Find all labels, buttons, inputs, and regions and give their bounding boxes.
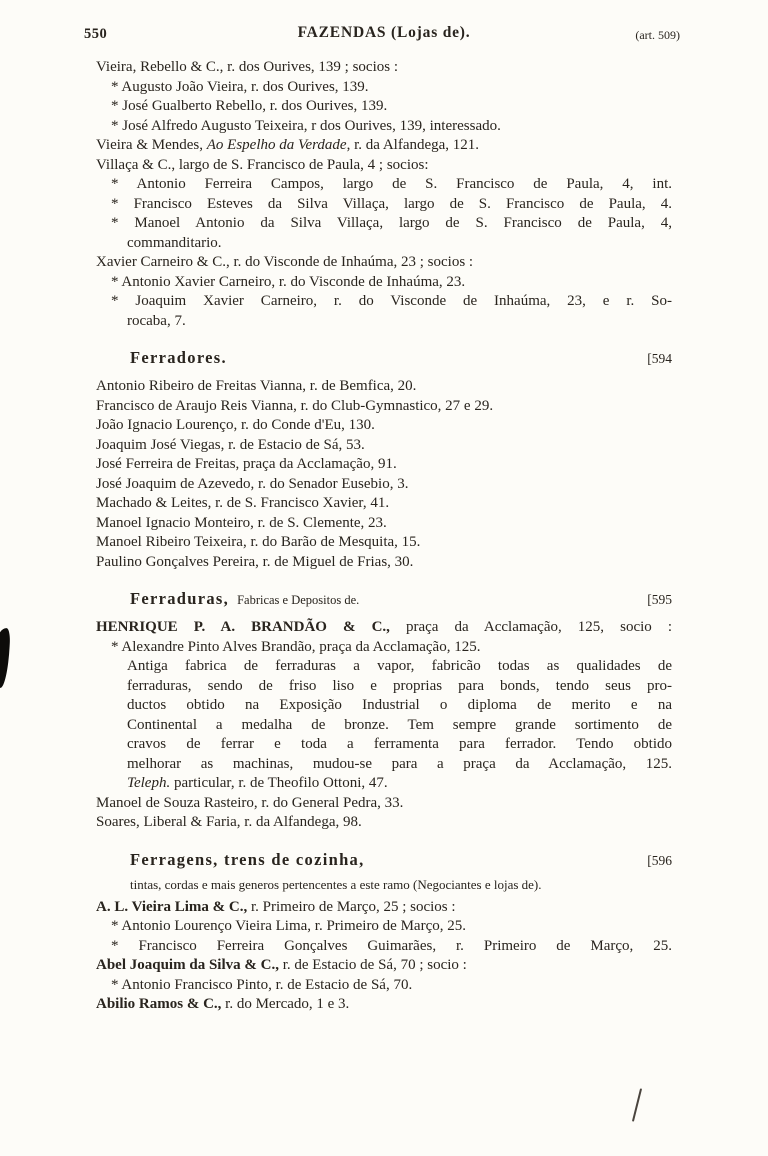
entry-line (96, 657, 672, 677)
text-segment: HENRIQUE P. A. BRANDÃO & C., (96, 619, 390, 635)
text-segment: Paulino Gonçalves Pereira, r. de Miguel de Frias, 30. (96, 553, 414, 570)
text-segment: particular, r. de Theofilo Ottoni, 47. (170, 775, 388, 791)
section-heading-row (96, 348, 672, 368)
text-segment: ferraduras, sendo de friso liso e proprias para bonds, tendo seus pro- (127, 677, 672, 694)
entry-line (96, 397, 672, 417)
entry-line (96, 755, 672, 775)
entry-line (96, 976, 672, 996)
entry-line (96, 455, 672, 475)
text-segment: José Ferreira de Freitas, praça da Acclamação, 91. (96, 456, 397, 472)
text-segment: * Francisco Esteves da Silva Villaça, largo de S. Francisco de Paula, 4. (111, 195, 672, 212)
entry-line (96, 553, 672, 573)
entry-line (96, 58, 672, 78)
text-segment: Manoel Ignacio Monteiro, r. de S. Clemente, 23. (96, 514, 387, 531)
entry-line (96, 956, 672, 976)
text-segment: João Ignacio Lourenço, r. do Conde d'Eu, 130. (96, 417, 375, 433)
entry-line (96, 677, 672, 697)
text-segment: ductos obtido na Exposição Industrial o diploma de merito e na (127, 697, 672, 713)
entry-line (96, 533, 672, 553)
entry-line (96, 416, 672, 436)
text-segment: Xavier Carneiro & C., r. do Visconde de Inhaúma, 23 ; socios : (96, 254, 474, 270)
entry-line (96, 813, 672, 833)
text-segment: Continental a medalha de bronze. Tem sempre grande sortimento de (127, 716, 672, 733)
text-segment: cravos de ferrar e toda a ferramenta para ferrador. Tendo obtido (127, 736, 672, 752)
text-segment: Villaça & C., largo de S. Francisco de Paula, 4 ; socios: (96, 156, 429, 173)
section-ref: [595 (647, 592, 672, 607)
page-title: FAZENDAS (Lojas de). (297, 24, 471, 41)
entry-line (96, 175, 672, 195)
entry-line (96, 618, 672, 638)
section-heading-row (96, 850, 672, 870)
section-heading: Ferraduras, (130, 589, 230, 608)
entry-line (96, 735, 672, 755)
entry-line (96, 377, 672, 397)
text-segment: Manoel de Souza Rasteiro, r. do General Pedra, 33. (96, 794, 404, 811)
text-segment: Joaquim José Viegas, r. de Estacio de Sá, 53. (96, 436, 365, 453)
text-segment: * Alexandre Pinto Alves Brandão, praça da Acclamação, 125. (111, 638, 481, 655)
text-segment: , r. da Alfandega, 121. (346, 137, 480, 153)
entry-line (96, 312, 672, 332)
entry-line (96, 195, 672, 215)
text-segment: Soares, Liberal & Faria, r. da Alfandega, 98. (96, 814, 362, 830)
entry-line (96, 117, 672, 137)
entry-line (96, 638, 672, 658)
text-segment: Abel Joaquim da Silva & C., (96, 957, 279, 973)
text-segment: Vieira & Mendes, (96, 137, 207, 153)
text-segment: Machado & Leites, r. de S. Francisco Xavier, 41. (96, 495, 390, 511)
text-segment: melhorar as machinas, mudou-se para a praça da Acclamação, 125. (127, 755, 672, 772)
entry-line (96, 214, 672, 234)
entry-line (96, 898, 672, 918)
text-segment: r. de Estacio de Sá, 70 ; socio : (278, 957, 467, 973)
article-ref: (art. 509) (635, 28, 680, 42)
text-segment: * Francisco Ferreira Gonçalves Guimarães, r. Primeiro de Março, 25. (111, 937, 672, 954)
entry-line (96, 475, 672, 495)
text-segment: praça da Acclamação, 125, socio : (389, 619, 672, 635)
entry-line (96, 995, 672, 1015)
page-body (96, 58, 672, 1015)
entry-line (96, 78, 672, 98)
text-segment: Francisco de Araujo Reis Vianna, r. do Club-Gymnastico, 27 e 29. (96, 397, 494, 414)
text-segment: José Joaquim de Azevedo, r. do Senador Eusebio, 3. (96, 475, 409, 492)
pen-stroke-mark (632, 1088, 642, 1121)
text-segment: Antiga fabrica de ferraduras a vapor, fabricão todas as qualidades de (127, 658, 672, 674)
entry-line (96, 794, 672, 814)
section-heading: Ferragens, trens de cozinha, (130, 849, 365, 869)
section-ref: [596 (647, 852, 672, 868)
entry-line (96, 273, 672, 293)
section-ref: [594 (647, 351, 672, 366)
page-header (84, 24, 680, 46)
entry-line (96, 234, 672, 254)
text-segment: * Antonio Ferreira Campos, largo de S. Francisco de Paula, 4, int. (111, 176, 672, 192)
text-segment: * José Gualberto Rebello, r. dos Ourives, 139. (111, 98, 388, 114)
text-segment: * Joaquim Xavier Carneiro, r. do Visconde de Inhaúma, 23, e r. So- (111, 293, 672, 309)
section-subtitle: Fabricas e Depositos de. (237, 593, 360, 607)
text-segment: * Antonio Lourenço Vieira Lima, r. Primeiro de Março, 25. (111, 918, 466, 934)
text-segment: * Antonio Francisco Pinto, r. de Estacio de Sá, 70. (111, 976, 413, 993)
text-segment: * Antonio Xavier Carneiro, r. do Visconde de Inhaúma, 23. (111, 273, 466, 290)
text-segment: Manoel Ribeiro Teixeira, r. do Barão de Mesquita, 15. (96, 534, 421, 550)
ink-blot-mark (0, 628, 11, 689)
text-segment: A. L. Vieira Lima & C., (96, 898, 248, 915)
text-segment: Abilio Ramos & C., (96, 996, 222, 1012)
text-segment: Vieira, Rebello & C., r. dos Ourives, 139 ; socios : (96, 59, 398, 75)
entry-line (96, 436, 672, 456)
page-content (84, 24, 680, 1015)
entry-line (96, 292, 672, 312)
text-segment: Teleph. (127, 775, 171, 791)
text-segment: * José Alfredo Augusto Teixeira, r dos Ourives, 139, interessado. (111, 117, 501, 134)
section-subline: tintas, cordas e mais generos pertencentes a este ramo (Negociantes e lojas de). (130, 876, 542, 892)
entry-line (96, 917, 672, 937)
text-segment: r. do Mercado, 1 e 3. (221, 996, 350, 1012)
entry-line (96, 696, 672, 716)
entry-line (96, 97, 672, 117)
entry-line (96, 156, 672, 176)
entry-line (96, 716, 672, 736)
text-segment: r. Primeiro de Março, 25 ; socios : (247, 898, 456, 915)
text-segment: commanditario. (127, 234, 222, 251)
entry-line (96, 774, 672, 794)
text-segment: * Augusto João Vieira, r. dos Ourives, 139. (111, 78, 369, 95)
entry-line (96, 937, 672, 957)
entry-line (96, 514, 672, 534)
entry-line (96, 253, 672, 273)
entry-line (96, 136, 672, 156)
text-segment: rocaba, 7. (127, 312, 186, 329)
section-heading-row (96, 589, 672, 609)
page-number: 550 (84, 26, 108, 42)
text-segment: * Manoel Antonio da Silva Villaça, largo de S. Francisco de Paula, 4, (111, 215, 672, 231)
section-heading: Ferradores. (130, 348, 227, 367)
text-segment: Antonio Ribeiro de Freitas Vianna, r. de Bemfica, 20. (96, 378, 417, 394)
entry-line (96, 494, 672, 514)
text-segment: Ao Espelho da Verdade (206, 137, 347, 153)
